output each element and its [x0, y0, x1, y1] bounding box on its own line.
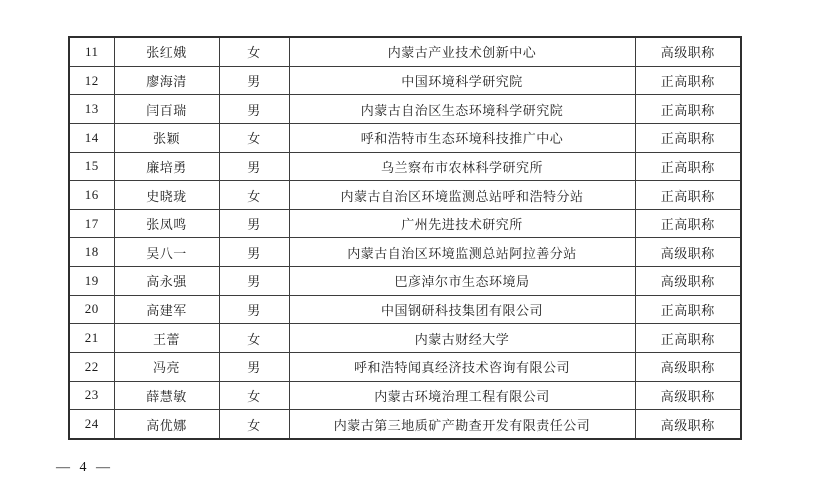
table-row: [69, 238, 741, 267]
table-row: [69, 66, 741, 95]
cell-title: 正高职称: [635, 295, 741, 324]
table-row: [69, 410, 741, 439]
cell-number: 23: [69, 381, 114, 410]
cell-organization: 内蒙古第三地质矿产勘查开发有限责任公司: [289, 410, 635, 439]
cell-gender: 男: [219, 95, 289, 124]
cell-number: 12: [69, 66, 114, 95]
cell-organization: 呼和浩特闻真经济技术咨询有限公司: [289, 352, 635, 381]
cell-name: 薛慧敏: [114, 381, 219, 410]
table-row: [69, 295, 741, 324]
cell-organization: 巴彦淖尔市生态环境局: [289, 267, 635, 296]
cell-number: 14: [69, 124, 114, 153]
cell-organization: 内蒙古财经大学: [289, 324, 635, 353]
cell-number: 13: [69, 95, 114, 124]
cell-title: 正高职称: [635, 324, 741, 353]
cell-gender: 男: [219, 267, 289, 296]
cell-title: 正高职称: [635, 152, 741, 181]
table-row: [69, 124, 741, 153]
cell-title: 高级职称: [635, 238, 741, 267]
table-row: [69, 381, 741, 410]
table-row: [69, 37, 741, 66]
cell-name: 张凤鸣: [114, 209, 219, 238]
table-row: [69, 352, 741, 381]
cell-title: 正高职称: [635, 124, 741, 153]
personnel-table: [68, 36, 742, 440]
cell-name: 闫百瑞: [114, 95, 219, 124]
table-row: [69, 324, 741, 353]
cell-gender: 女: [219, 410, 289, 439]
cell-gender: 男: [219, 238, 289, 267]
cell-number: 22: [69, 352, 114, 381]
cell-name: 张红娥: [114, 37, 219, 66]
page-number: — 4 —: [56, 460, 113, 475]
cell-name: 张颖: [114, 124, 219, 153]
cell-title: 正高职称: [635, 66, 741, 95]
cell-gender: 男: [219, 352, 289, 381]
cell-title: 高级职称: [635, 267, 741, 296]
cell-number: 18: [69, 238, 114, 267]
cell-name: 史晓珑: [114, 181, 219, 210]
cell-name: 冯亮: [114, 352, 219, 381]
cell-organization: 呼和浩特市生态环境科技推广中心: [289, 124, 635, 153]
cell-number: 17: [69, 209, 114, 238]
table-row: [69, 95, 741, 124]
cell-number: 15: [69, 152, 114, 181]
cell-number: 24: [69, 410, 114, 439]
cell-gender: 男: [219, 66, 289, 95]
cell-title: 高级职称: [635, 381, 741, 410]
cell-name: 吴八一: [114, 238, 219, 267]
cell-title: 正高职称: [635, 181, 741, 210]
cell-name: 高永强: [114, 267, 219, 296]
cell-gender: 男: [219, 209, 289, 238]
cell-name: 廉培勇: [114, 152, 219, 181]
table-row: [69, 152, 741, 181]
cell-organization: 中国环境科学研究院: [289, 66, 635, 95]
cell-gender: 女: [219, 181, 289, 210]
table-row: [69, 267, 741, 296]
personnel-table-body: [69, 37, 741, 439]
cell-title: 高级职称: [635, 410, 741, 439]
cell-title: 高级职称: [635, 37, 741, 66]
cell-organization: 中国钢研科技集团有限公司: [289, 295, 635, 324]
table-row: [69, 181, 741, 210]
cell-name: 高优娜: [114, 410, 219, 439]
cell-number: 21: [69, 324, 114, 353]
cell-organization: 内蒙古产业技术创新中心: [289, 37, 635, 66]
cell-organization: 广州先进技术研究所: [289, 209, 635, 238]
table-row: [69, 209, 741, 238]
cell-gender: 女: [219, 124, 289, 153]
cell-gender: 女: [219, 381, 289, 410]
cell-name: 王蕾: [114, 324, 219, 353]
cell-organization: 乌兰察布市农林科学研究所: [289, 152, 635, 181]
cell-number: 19: [69, 267, 114, 296]
cell-gender: 男: [219, 152, 289, 181]
cell-name: 廖海清: [114, 66, 219, 95]
cell-name: 高建军: [114, 295, 219, 324]
cell-organization: 内蒙古环境治理工程有限公司: [289, 381, 635, 410]
cell-title: 高级职称: [635, 352, 741, 381]
cell-organization: 内蒙古自治区环境监测总站呼和浩特分站: [289, 181, 635, 210]
cell-title: 正高职称: [635, 95, 741, 124]
cell-number: 11: [69, 37, 114, 66]
cell-title: 正高职称: [635, 209, 741, 238]
cell-gender: 男: [219, 295, 289, 324]
cell-organization: 内蒙古自治区环境监测总站阿拉善分站: [289, 238, 635, 267]
cell-number: 20: [69, 295, 114, 324]
cell-gender: 女: [219, 37, 289, 66]
cell-gender: 女: [219, 324, 289, 353]
cell-organization: 内蒙古自治区生态环境科学研究院: [289, 95, 635, 124]
cell-number: 16: [69, 181, 114, 210]
